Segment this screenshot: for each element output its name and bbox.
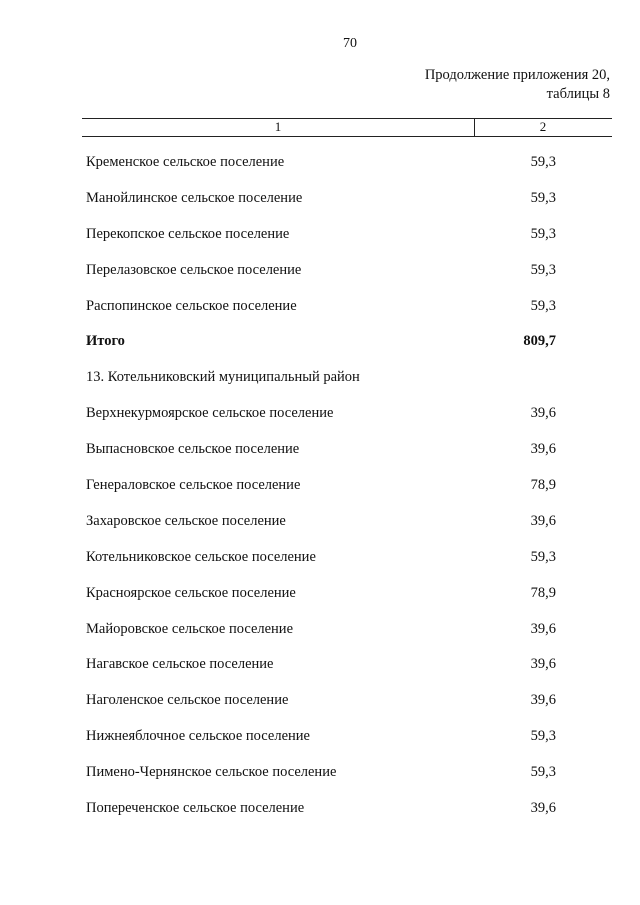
row-name: Кременское сельское поселение xyxy=(86,154,285,170)
row-value: 39,6 xyxy=(530,620,556,637)
page-number: 70 xyxy=(343,36,357,51)
row-value: 59,3 xyxy=(530,764,556,781)
table-row xyxy=(0,503,640,539)
caption-line-1: Продолжение приложения 20, xyxy=(424,67,610,83)
row-value: 59,3 xyxy=(530,154,556,170)
row-name: Нижнеяблочное сельское поселение xyxy=(86,728,310,745)
table-row xyxy=(0,216,640,252)
row-name: Нагавское сельское поселение xyxy=(86,656,274,673)
row-value: 39,6 xyxy=(530,692,556,709)
table-header-rule xyxy=(82,136,612,137)
table-row xyxy=(0,431,640,467)
row-value: 809,7 xyxy=(523,333,556,350)
row-value: 59,3 xyxy=(530,261,556,278)
row-value: 59,3 xyxy=(530,189,556,206)
row-value: 59,3 xyxy=(530,297,556,314)
row-name: Майоровское сельское поселение xyxy=(86,620,294,637)
row-name: Попереченское сельское поселение xyxy=(86,800,305,817)
row-name: Итого xyxy=(86,333,125,350)
table-row xyxy=(0,754,640,790)
row-name: Пимено-Чернянское сельское поселение xyxy=(86,764,337,781)
row-name: Распопинское сельское поселение xyxy=(86,297,297,314)
table-row xyxy=(0,144,640,180)
table-row xyxy=(0,180,640,216)
row-name: Котельниковское сельское поселение xyxy=(86,548,316,565)
table-row xyxy=(0,575,640,611)
table-row xyxy=(0,395,640,431)
table-caption xyxy=(425,66,610,104)
row-name: Красноярское сельское поселение xyxy=(86,584,296,601)
row-value: 39,6 xyxy=(530,656,556,673)
row-name: Генераловское сельское поселение xyxy=(86,477,301,494)
row-value: 39,6 xyxy=(530,800,556,817)
row-value: 78,9 xyxy=(530,477,556,494)
table-row xyxy=(0,790,640,826)
total-row xyxy=(0,323,640,359)
row-value: 59,3 xyxy=(530,548,556,565)
table-row xyxy=(0,252,640,288)
row-name: Выпасновское сельское поселение xyxy=(86,441,300,458)
table-row xyxy=(0,539,640,575)
section-header-row xyxy=(0,359,640,395)
row-value: 39,6 xyxy=(530,441,556,458)
column-number-2: 2 xyxy=(539,119,547,134)
column-number-1: 1 xyxy=(274,119,282,134)
row-name: Наголенское сельское поселение xyxy=(86,692,289,709)
row-value: 59,3 xyxy=(530,225,556,242)
row-name: Верхнекурмоярское сельское поселение xyxy=(86,405,334,422)
row-name: 13. Котельниковский муниципальный район xyxy=(86,369,360,386)
row-name: Перелазовское сельское поселение xyxy=(86,261,302,278)
table-row xyxy=(0,646,640,682)
row-value: 78,9 xyxy=(530,584,556,601)
row-value: 39,6 xyxy=(530,512,556,529)
table-row xyxy=(0,718,640,754)
row-name: Манойлинское сельское поселение xyxy=(86,189,303,206)
table-row xyxy=(0,682,640,718)
table-row xyxy=(0,611,640,647)
table-row xyxy=(0,467,640,503)
row-value: 59,3 xyxy=(530,728,556,745)
table-row xyxy=(0,288,640,324)
caption-line-2: таблицы 8 xyxy=(546,86,610,102)
row-name: Захаровское сельское поселение xyxy=(86,512,286,529)
row-name: Перекопское сельское поселение xyxy=(86,225,290,242)
table-body xyxy=(0,144,640,826)
row-value: 39,6 xyxy=(530,405,556,422)
